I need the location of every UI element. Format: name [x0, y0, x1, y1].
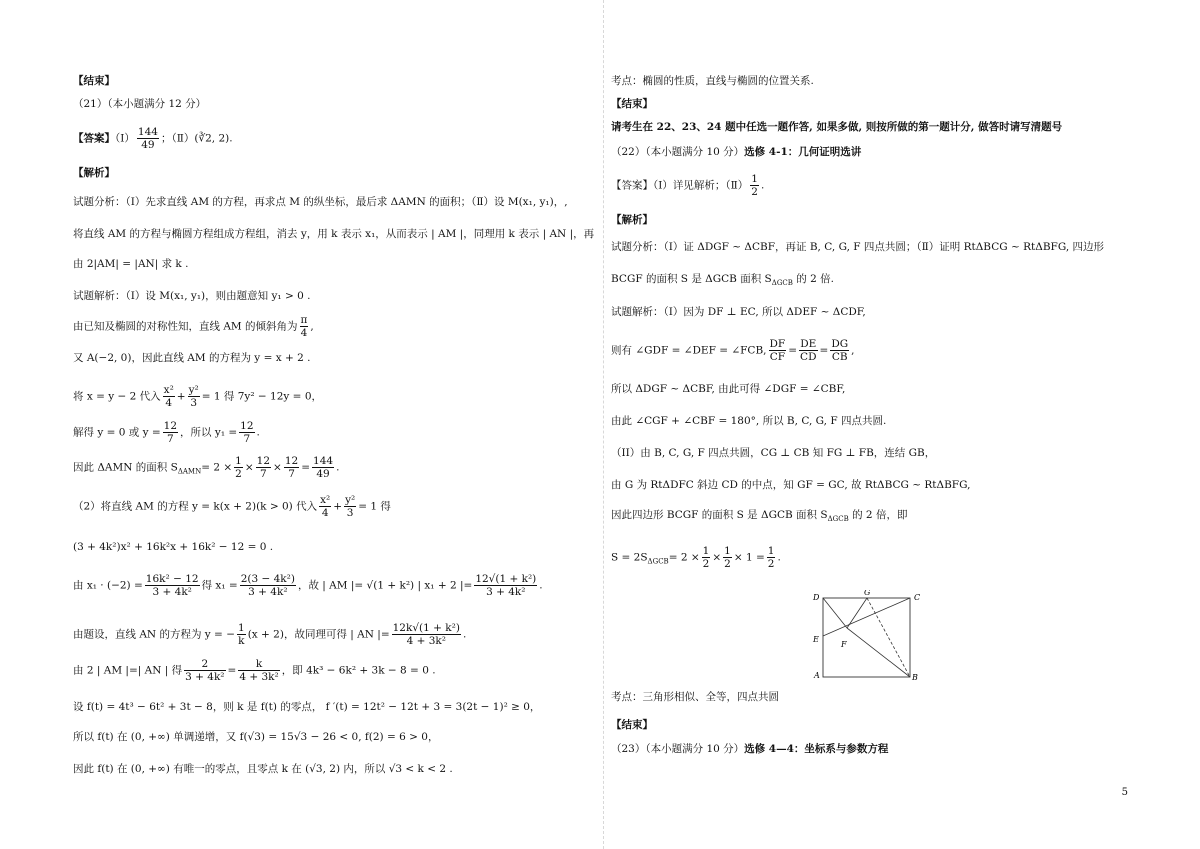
geometry-figure: [807, 590, 922, 682]
text-line: 则有 ∠GDF = ∠DEF = ∠FCB, $\frac{DF}{CF}$ = $\frac{DE}{CD}$ = $\frac{DG}{CB}$ ,: [611, 338, 855, 363]
text-line: 由 x₁ · (−2) = $\frac{\text{16k² − 12}}{\text{3 + 4k²}}$ 得 x₁ = $\frac{\text{2(3 − 4k²)}}{\text{3 + 4k²}}$ ，故 | AM |= √(1 + k²) | x₁ + 2 |= $\frac{\text{12√(1 + k²)}}{\text{3 + 4k²}}$ .: [73, 573, 543, 598]
text-line: 由已知及椭圆的对称性知，直线 AM 的倾斜角为 $\frac{\pi}{4}$ ,: [73, 314, 314, 339]
text-line: 试题解析：（I）因为 DF ⊥ EC, 所以 ΔDEF ~ ΔCDF,: [611, 306, 866, 318]
text-line: 考点：椭圆的性质，直线与椭圆的位置关系.: [611, 75, 814, 87]
text-line: 将 x = y − 2 代入 $\frac{\text{x²}}{4}$ + $\frac{\text{y²}}{3}$ = 1 得 7y² − 12y = 0，: [73, 384, 322, 409]
text-line: （II）由 B, C, G, F 四点共圆，CG ⊥ CB 知 FG ⊥ FB，连结 GB，: [611, 447, 936, 459]
fraction: $\frac{1}{2}$: [702, 545, 710, 570]
fraction: $\frac{\text{16k² − 12}}{\text{3 + 4k²}}$: [145, 573, 199, 598]
text-line: $S = 2S_{\Delta GCB}= 2$ × $\frac{1}{2}$ × $\frac{1}{2}$ × 1 = $\frac{1}{2}$ .: [611, 545, 781, 570]
text-line: 因此 ΔAMN 的面积 $S_{\Delta AMN}= 2$ × $\frac{1}{2}$ × $\frac{12}{7}$ × $\frac{12}{7}$ = $\frac{144}{49}$ .: [73, 455, 340, 480]
fraction: $\frac{k}{\text{4 + 3k²}}$: [239, 658, 279, 683]
text-line: 由 G 为 RtΔDFC 斜边 CD 的中点，知 GF = GC, 故 RtΔBCG ~ RtΔBFG,: [611, 479, 971, 491]
segment-ec: [823, 598, 910, 636]
text-line: 由此 ∠CGF + ∠CBF = 180°, 所以 B, C, G, F 四点共圆.: [611, 415, 887, 427]
text-line: 考点：三角形相似、全等，四点共圆: [611, 691, 779, 703]
end-marker: 【结束】: [73, 75, 115, 87]
analysis-label: 【解析】: [73, 167, 115, 179]
text-line: 将直线 AM 的方程与椭圆方程组成方程组，消去 y，用 k 表示 x₁，从而表示 | AM |，同理用 k 表示 | AN |，再: [73, 228, 595, 240]
fraction: $\frac{1}{2}$: [751, 173, 758, 198]
question-21-heading: （21）（本小题满分 12 分）: [73, 98, 207, 110]
text-line: 由 2|AM| = |AN| 求 k .: [73, 258, 189, 270]
answer-line: 【答案】（Ⅰ） $\frac{144}{49}$ ；（Ⅱ）(∛2, 2).: [73, 126, 233, 151]
fraction: $\frac{\text{y²}}{3}$: [345, 494, 356, 519]
segment-fg: [847, 598, 867, 628]
answer-label: 【答案】: [73, 132, 115, 145]
instruction-line: 请考生在 22、23、24 题中任选一题作答, 如果多做, 则按所做的第一题计分, 做答时请写清题号: [611, 121, 1063, 133]
fraction: $\frac{2}{\text{3 + 4k²}}$: [185, 658, 225, 683]
label-c: C: [914, 593, 921, 602]
text-line: 试题分析：（Ⅰ）先求直线 AM 的方程，再求点 M 的纵坐标，最后求 ΔAMN 的面积；（Ⅱ）设 M(x₁, y₁)，,: [73, 196, 568, 208]
fraction: $\frac{\text{x²}}{4}$: [163, 384, 174, 409]
fraction: $\frac{12}{7}$: [256, 455, 271, 480]
label-a: A: [814, 671, 820, 680]
fraction: $\frac{DF}{CF}$: [769, 338, 786, 363]
fraction: $\frac{144}{49}$: [313, 455, 334, 480]
segment-df: [823, 598, 847, 628]
text-line: 试题分析：（Ⅰ）证 ΔDGF ~ ΔCBF，再证 B, C, G, F 四点共圆；（Ⅱ）证明 RtΔBCG ~ RtΔBFG, 四边形: [611, 241, 1105, 253]
fraction: $\frac{\text{12√(1 + k²)}}{\text{3 + 4k²}}$: [475, 573, 537, 598]
fraction: $\frac{12}{7}$: [240, 420, 254, 445]
fraction: $\frac{144}{49}$: [137, 126, 158, 151]
label-e: E: [813, 635, 819, 644]
text-line: 因此四边形 BCGF 的面积 S 是 ΔGCB 面积 $S_{\Delta GCB}$ 的 2 倍，即: [611, 509, 908, 524]
answer-line: 【答案】（Ⅰ）详见解析；（Ⅱ） $\frac{1}{2}$ .: [611, 173, 765, 198]
question-22-heading: （22）（本小题满分 10 分）选修 4-1：几何证明选讲: [611, 146, 862, 158]
segment-fb: [847, 628, 910, 677]
fraction: $\frac{\text{2(3 − 4k²)}}{\text{3 + 4k²}}$: [240, 573, 295, 598]
question-23-heading: （23）（本小题满分 10 分）选修 4—4：坐标系与参数方程: [611, 743, 889, 755]
fraction: $\frac{12}{7}$: [284, 455, 299, 480]
text-line: 由 2 | AM |=| AN | 得 $\frac{2}{\text{3 + 4k²}}$ = $\frac{k}{\text{4 + 3k²}}$ ，即 4k³ − 6k² + 3k − 8 = 0 .: [73, 658, 436, 683]
text-line: BCGF 的面积 S 是 ΔGCB 面积 $S_{\Delta GCB}$ 的 2 倍.: [611, 273, 834, 288]
text-line: （2）将直线 AM 的方程 y = k(x + 2)(k > 0) 代入 $\frac{\text{x²}}{4}$ + $\frac{\text{y²}}{3}$ = 1 得: [73, 494, 391, 519]
right-column: [600, 0, 1200, 849]
fraction: $\frac{\text{y²}}{3}$: [188, 384, 199, 409]
text-line: 所以 f(t) 在 (0, +∞) 单调递增，又 f(√3) = 15√3 − 26 < 0, f(2) = 6 > 0，: [73, 731, 439, 743]
fraction: $\frac{1}{2}$: [235, 455, 242, 480]
text-line: 设 f(t) = 4t³ − 6t² + 3t − 8，则 k 是 f(t) 的零点， f ′(t) = 12t² − 12t + 3 = 3(2t − 1)² ≥ 0，: [73, 701, 541, 713]
fraction: $\frac{1}{k}$: [238, 622, 245, 647]
fraction: $\frac{\text{12k√(1 + k²)}}{\text{4 + 3k²}}$: [392, 622, 460, 647]
text-line: (3 + 4k²)x² + 16k²x + 16k² − 12 = 0 .: [73, 541, 274, 553]
text-line: 所以 ΔDGF ~ ΔCBF, 由此可得 ∠DGF = ∠CBF,: [611, 383, 846, 395]
end-marker: 【结束】: [611, 98, 653, 110]
label-d: D: [813, 593, 820, 602]
segment-gb: [867, 598, 910, 677]
text-line: 由题设，直线 AN 的方程为 y = − $\frac{1}{k}$ (x + 2)，故同理可得 | AN |= $\frac{\text{12k√(1 + k²)}}{\text{4 + 3k²}}$ .: [73, 622, 467, 647]
label-f: F: [841, 640, 847, 649]
page-number: 5: [1121, 787, 1128, 798]
fraction: $\frac{1}{2}$: [767, 545, 775, 570]
fraction: $\frac{DE}{CD}$: [800, 338, 817, 363]
text-line: 因此 f(t) 在 (0, +∞) 有唯一的零点，且零点 k 在 (√3, 2) 内，所以 √3 < k < 2 .: [73, 763, 453, 775]
text-line: 又 A(−2, 0)，因此直线 AM 的方程为 y = x + 2 .: [73, 352, 311, 364]
fraction: $\frac{12}{7}$: [163, 420, 178, 445]
end-marker: 【结束】: [611, 719, 653, 731]
fraction: $\frac{DG}{CB}$: [831, 338, 849, 363]
label-b: B: [912, 673, 918, 682]
text-line: 解得 y = 0 或 y = $\frac{12}{7}$ ，所以 y₁ = $\frac{12}{7}$ .: [73, 420, 260, 445]
fraction: $\frac{1}{2}$: [724, 545, 731, 570]
analysis-label: 【解析】: [611, 214, 653, 226]
fraction: $\frac{\pi}{4}$: [300, 314, 308, 339]
square-outline: [823, 598, 910, 677]
label-g: G: [864, 590, 871, 597]
fraction: $\frac{\text{x²}}{4}$: [320, 494, 331, 519]
text-line: 试题解析：（Ⅰ）设 M(x₁, y₁)，则由题意知 y₁ > 0 .: [73, 290, 311, 302]
